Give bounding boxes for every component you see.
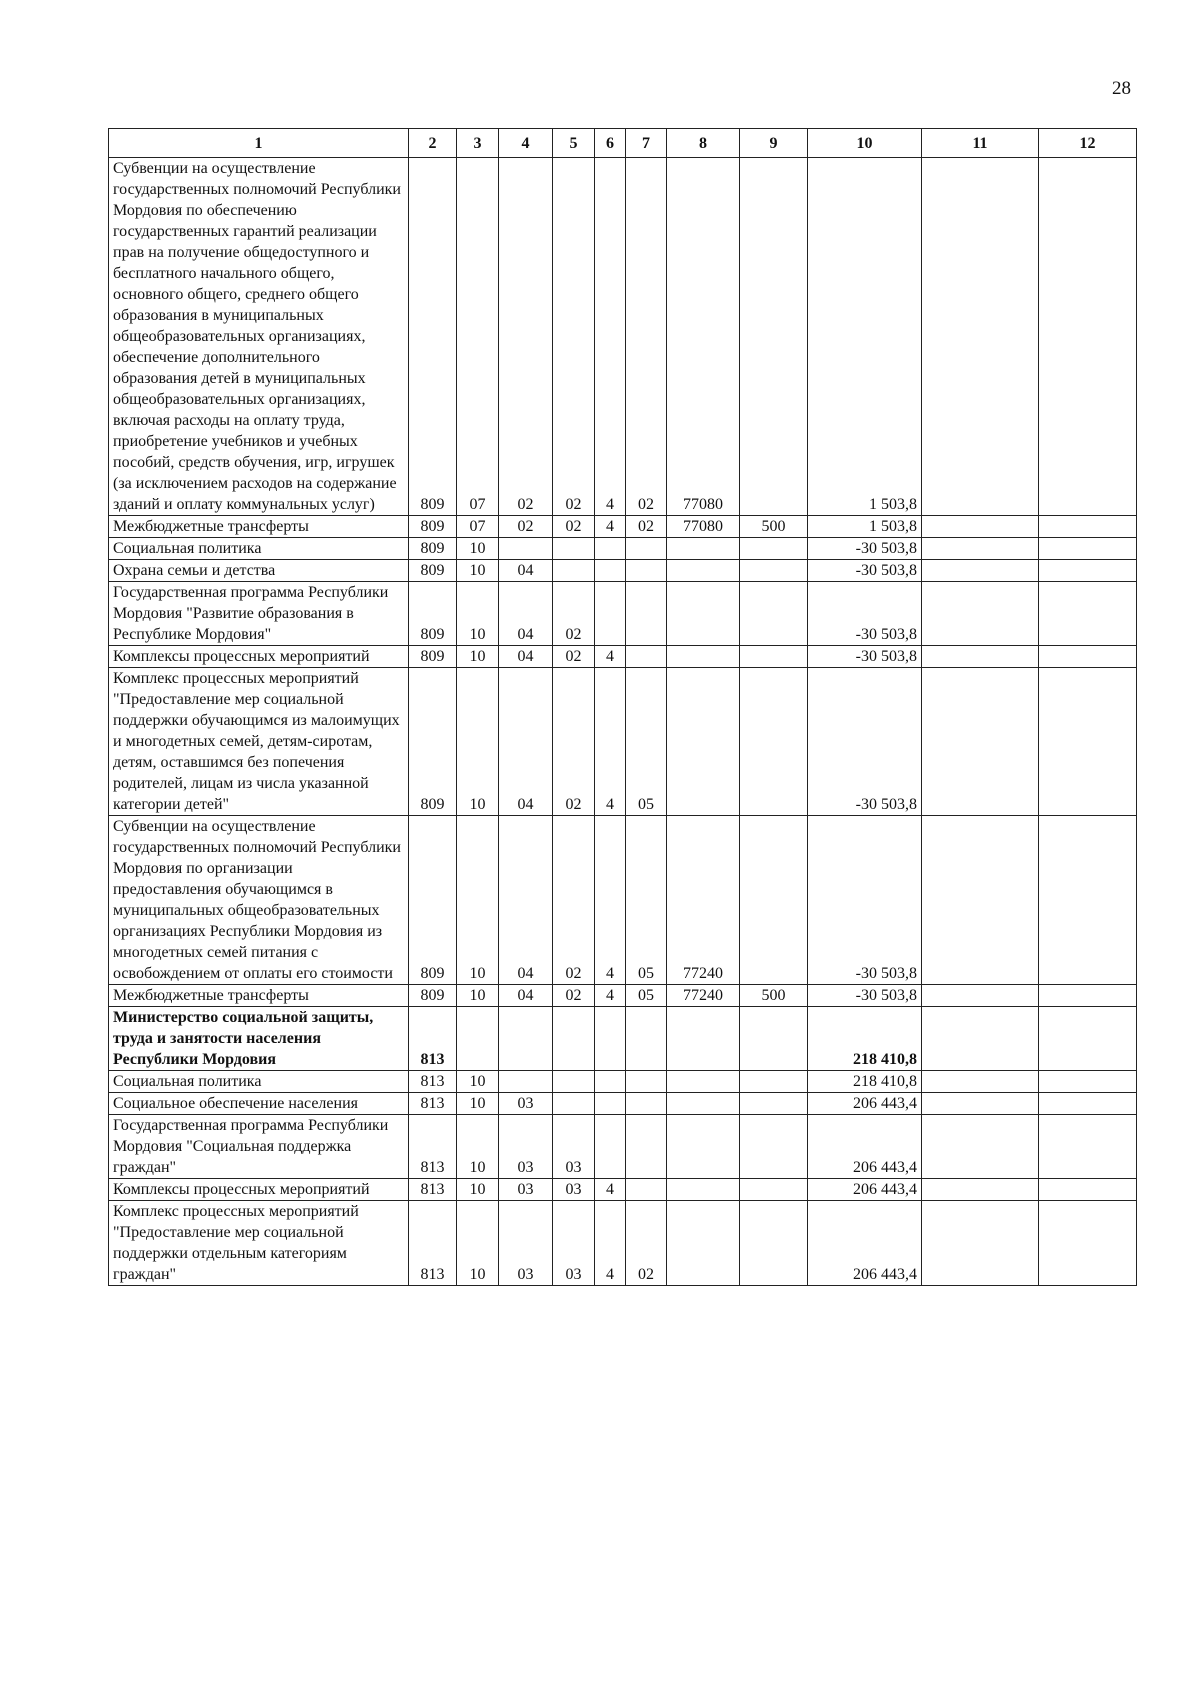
program-item-code-cell: [626, 1093, 667, 1115]
ministry-code-cell: 809: [409, 816, 457, 985]
column-12-cell: [1039, 538, 1137, 560]
section-code-cell: 10: [457, 668, 499, 816]
program-item-code-cell: 02: [626, 1201, 667, 1286]
table-row: [109, 646, 1137, 668]
program-code-cell: 02: [553, 646, 595, 668]
subsection-code-cell: 02: [499, 516, 553, 538]
column-header: 11: [922, 129, 1039, 158]
program-item-code-cell: [626, 582, 667, 646]
column-header: 2: [409, 129, 457, 158]
column-header: 1: [109, 129, 409, 158]
column-header: 7: [626, 129, 667, 158]
section-code-cell: 10: [457, 1093, 499, 1115]
table-row: [109, 158, 1137, 516]
row-name-cell: Социальная политика: [109, 1071, 409, 1093]
column-11-cell: [922, 1179, 1039, 1201]
column-12-cell: [1039, 668, 1137, 816]
program-type-code-cell: [595, 1007, 626, 1071]
column-12-cell: [1039, 1179, 1137, 1201]
section-code-cell: 10: [457, 816, 499, 985]
ministry-code-cell: 813: [409, 1007, 457, 1071]
expense-type-code-cell: [740, 1179, 808, 1201]
column-header: 5: [553, 129, 595, 158]
program-item-code-cell: 05: [626, 668, 667, 816]
column-12-cell: [1039, 1071, 1137, 1093]
direction-code-cell: [667, 1115, 740, 1179]
expense-type-code-cell: [740, 1071, 808, 1093]
program-item-code-cell: 02: [626, 516, 667, 538]
table-row: [109, 668, 1137, 816]
row-name-cell: Субвенции на осуществление государственных полномочий Республики Мордовия по организации предоставления обучающимся в муниципальных общеобразовательных организациях Республики Мордовия из многодетных семей питания с освобождением от оплаты его стоимости: [109, 816, 409, 985]
table-row: [109, 1201, 1137, 1286]
column-12-cell: [1039, 646, 1137, 668]
row-name-cell: Межбюджетные трансферты: [109, 516, 409, 538]
program-type-code-cell: 4: [595, 516, 626, 538]
section-code-cell: 10: [457, 560, 499, 582]
column-11-cell: [922, 646, 1039, 668]
amount-cell: 1 503,8: [808, 158, 922, 516]
row-name-cell: Министерство социальной защиты, труда и занятости населения Республики Мордовия: [109, 1007, 409, 1071]
column-header: 4: [499, 129, 553, 158]
amount-cell: -30 503,8: [808, 985, 922, 1007]
program-code-cell: 02: [553, 158, 595, 516]
program-code-cell: [553, 538, 595, 560]
program-code-cell: 03: [553, 1179, 595, 1201]
program-code-cell: 03: [553, 1115, 595, 1179]
ministry-code-cell: 809: [409, 516, 457, 538]
amount-cell: -30 503,8: [808, 560, 922, 582]
program-item-code-cell: 05: [626, 985, 667, 1007]
program-item-code-cell: [626, 1179, 667, 1201]
program-item-code-cell: [626, 1115, 667, 1179]
direction-code-cell: [667, 1071, 740, 1093]
column-header: 12: [1039, 129, 1137, 158]
row-name-cell: Комплекс процессных мероприятий "Предоставление мер социальной поддержки отдельным категориям граждан": [109, 1201, 409, 1286]
table-header-row: [109, 129, 1137, 158]
amount-cell: -30 503,8: [808, 668, 922, 816]
column-header: 6: [595, 129, 626, 158]
column-11-cell: [922, 1007, 1039, 1071]
column-header: 3: [457, 129, 499, 158]
amount-cell: 1 503,8: [808, 516, 922, 538]
ministry-code-cell: 809: [409, 158, 457, 516]
amount-cell: -30 503,8: [808, 646, 922, 668]
column-11-cell: [922, 560, 1039, 582]
program-item-code-cell: [626, 646, 667, 668]
column-header: 10: [808, 129, 922, 158]
ministry-code-cell: 809: [409, 646, 457, 668]
table-body: [109, 129, 1137, 1286]
subsection-code-cell: 04: [499, 816, 553, 985]
direction-code-cell: [667, 646, 740, 668]
subsection-code-cell: 04: [499, 646, 553, 668]
program-type-code-cell: 4: [595, 816, 626, 985]
subsection-code-cell: [499, 1007, 553, 1071]
section-code-cell: 07: [457, 158, 499, 516]
program-code-cell: [553, 1093, 595, 1115]
table-row: [109, 1071, 1137, 1093]
expense-type-code-cell: [740, 538, 808, 560]
subsection-code-cell: 04: [499, 582, 553, 646]
expense-type-code-cell: [740, 668, 808, 816]
program-type-code-cell: [595, 538, 626, 560]
subsection-code-cell: 03: [499, 1179, 553, 1201]
ministry-code-cell: 813: [409, 1179, 457, 1201]
program-type-code-cell: 4: [595, 646, 626, 668]
program-code-cell: [553, 1071, 595, 1093]
section-code-cell: 10: [457, 646, 499, 668]
expense-type-code-cell: [740, 1201, 808, 1286]
ministry-code-cell: 809: [409, 668, 457, 816]
row-name-cell: Государственная программа Республики Мордовия "Развитие образования в Республике Мордовия": [109, 582, 409, 646]
column-11-cell: [922, 582, 1039, 646]
subsection-code-cell: 04: [499, 668, 553, 816]
column-12-cell: [1039, 816, 1137, 985]
column-11-cell: [922, 158, 1039, 516]
direction-code-cell: [667, 1093, 740, 1115]
program-type-code-cell: 4: [595, 985, 626, 1007]
column-12-cell: [1039, 1093, 1137, 1115]
column-12-cell: [1039, 1007, 1137, 1071]
budget-table: [108, 128, 1137, 1286]
subsection-code-cell: 03: [499, 1115, 553, 1179]
program-type-code-cell: 4: [595, 668, 626, 816]
direction-code-cell: [667, 582, 740, 646]
column-12-cell: [1039, 158, 1137, 516]
section-code-cell: 10: [457, 1115, 499, 1179]
subsection-code-cell: 04: [499, 985, 553, 1007]
subsection-code-cell: 03: [499, 1093, 553, 1115]
column-11-cell: [922, 516, 1039, 538]
program-code-cell: 02: [553, 985, 595, 1007]
program-item-code-cell: [626, 1071, 667, 1093]
row-name-cell: Охрана семьи и детства: [109, 560, 409, 582]
direction-code-cell: [667, 1007, 740, 1071]
column-11-cell: [922, 1115, 1039, 1179]
program-type-code-cell: 4: [595, 158, 626, 516]
row-name-cell: Комплекс процессных мероприятий "Предоставление мер социальной поддержки обучающимся из малоимущих и многодетных семей, детям-сиротам, детям, оставшимся без попечения родителей, лицам из числа указанной категории детей": [109, 668, 409, 816]
section-code-cell: 10: [457, 538, 499, 560]
section-code-cell: 10: [457, 1071, 499, 1093]
direction-code-cell: [667, 1201, 740, 1286]
program-code-cell: [553, 560, 595, 582]
ministry-code-cell: 809: [409, 582, 457, 646]
expense-type-code-cell: [740, 816, 808, 985]
row-name-cell: Межбюджетные трансферты: [109, 985, 409, 1007]
table-row: [109, 560, 1137, 582]
table-row: [109, 1115, 1137, 1179]
program-type-code-cell: [595, 560, 626, 582]
table-row: [109, 538, 1137, 560]
program-code-cell: 02: [553, 668, 595, 816]
column-12-cell: [1039, 582, 1137, 646]
expense-type-code-cell: [740, 1093, 808, 1115]
subsection-code-cell: 02: [499, 158, 553, 516]
column-11-cell: [922, 816, 1039, 985]
program-code-cell: 02: [553, 516, 595, 538]
program-type-code-cell: 4: [595, 1179, 626, 1201]
program-item-code-cell: [626, 538, 667, 560]
program-type-code-cell: [595, 1093, 626, 1115]
direction-code-cell: [667, 1179, 740, 1201]
row-name-cell: Комплексы процессных мероприятий: [109, 1179, 409, 1201]
column-11-cell: [922, 1093, 1039, 1115]
column-11-cell: [922, 538, 1039, 560]
direction-code-cell: [667, 538, 740, 560]
amount-cell: 218 410,8: [808, 1007, 922, 1071]
subsection-code-cell: 03: [499, 1201, 553, 1286]
amount-cell: -30 503,8: [808, 538, 922, 560]
table-row: [109, 1179, 1137, 1201]
expense-type-code-cell: 500: [740, 985, 808, 1007]
table-row: [109, 582, 1137, 646]
ministry-code-cell: 813: [409, 1093, 457, 1115]
amount-cell: 206 443,4: [808, 1115, 922, 1179]
program-item-code-cell: [626, 1007, 667, 1071]
table-row: [109, 516, 1137, 538]
column-11-cell: [922, 1071, 1039, 1093]
table-row: [109, 1093, 1137, 1115]
ministry-code-cell: 809: [409, 560, 457, 582]
direction-code-cell: [667, 560, 740, 582]
column-12-cell: [1039, 985, 1137, 1007]
direction-code-cell: [667, 668, 740, 816]
column-header: 8: [667, 129, 740, 158]
column-12-cell: [1039, 1115, 1137, 1179]
row-name-cell: Субвенции на осуществление государственных полномочий Республики Мордовия по обеспечению государственных гарантий реализации прав на получение общедоступного и бесплатного начального общего, основного общего, среднего общего образования в муниципальных общеобразовательных организациях, обеспечение дополнительного образования детей в муниципальных общеобразовательных организациях, включая расходы на оплату труда, приобретение учебников и учебных пособий, средств обучения, игр, игрушек (за исключением расходов на содержание зданий и оплату коммунальных услуг): [109, 158, 409, 516]
direction-code-cell: 77240: [667, 816, 740, 985]
direction-code-cell: 77080: [667, 158, 740, 516]
direction-code-cell: 77240: [667, 985, 740, 1007]
amount-cell: 218 410,8: [808, 1071, 922, 1093]
program-item-code-cell: [626, 560, 667, 582]
program-item-code-cell: 02: [626, 158, 667, 516]
column-header: 9: [740, 129, 808, 158]
row-name-cell: Социальное обеспечение населения: [109, 1093, 409, 1115]
column-12-cell: [1039, 516, 1137, 538]
table-row: [109, 816, 1137, 985]
amount-cell: -30 503,8: [808, 582, 922, 646]
column-11-cell: [922, 985, 1039, 1007]
row-name-cell: Государственная программа Республики Мордовия "Социальная поддержка граждан": [109, 1115, 409, 1179]
expense-type-code-cell: [740, 646, 808, 668]
section-code-cell: 07: [457, 516, 499, 538]
section-code-cell: 10: [457, 1201, 499, 1286]
ministry-code-cell: 809: [409, 985, 457, 1007]
section-code-cell: [457, 1007, 499, 1071]
program-type-code-cell: [595, 582, 626, 646]
program-item-code-cell: 05: [626, 816, 667, 985]
expense-type-code-cell: [740, 1007, 808, 1071]
program-type-code-cell: [595, 1115, 626, 1179]
amount-cell: 206 443,4: [808, 1201, 922, 1286]
subsection-code-cell: [499, 538, 553, 560]
column-11-cell: [922, 668, 1039, 816]
expense-type-code-cell: [740, 582, 808, 646]
table-row: [109, 1007, 1137, 1071]
subsection-code-cell: 04: [499, 560, 553, 582]
table-row: [109, 985, 1137, 1007]
amount-cell: -30 503,8: [808, 816, 922, 985]
page-number: 28: [1112, 78, 1131, 99]
ministry-code-cell: 813: [409, 1115, 457, 1179]
column-12-cell: [1039, 560, 1137, 582]
section-code-cell: 10: [457, 1179, 499, 1201]
row-name-cell: Комплексы процессных мероприятий: [109, 646, 409, 668]
column-12-cell: [1039, 1201, 1137, 1286]
section-code-cell: 10: [457, 985, 499, 1007]
expense-type-code-cell: [740, 560, 808, 582]
section-code-cell: 10: [457, 582, 499, 646]
ministry-code-cell: 813: [409, 1201, 457, 1286]
ministry-code-cell: 813: [409, 1071, 457, 1093]
expense-type-code-cell: [740, 1115, 808, 1179]
program-code-cell: 02: [553, 582, 595, 646]
program-type-code-cell: [595, 1071, 626, 1093]
amount-cell: 206 443,4: [808, 1179, 922, 1201]
program-code-cell: 03: [553, 1201, 595, 1286]
expense-type-code-cell: 500: [740, 516, 808, 538]
program-code-cell: 02: [553, 816, 595, 985]
subsection-code-cell: [499, 1071, 553, 1093]
direction-code-cell: 77080: [667, 516, 740, 538]
row-name-cell: Социальная политика: [109, 538, 409, 560]
amount-cell: 206 443,4: [808, 1093, 922, 1115]
program-type-code-cell: 4: [595, 1201, 626, 1286]
expense-type-code-cell: [740, 158, 808, 516]
program-code-cell: [553, 1007, 595, 1071]
column-11-cell: [922, 1201, 1039, 1286]
ministry-code-cell: 809: [409, 538, 457, 560]
